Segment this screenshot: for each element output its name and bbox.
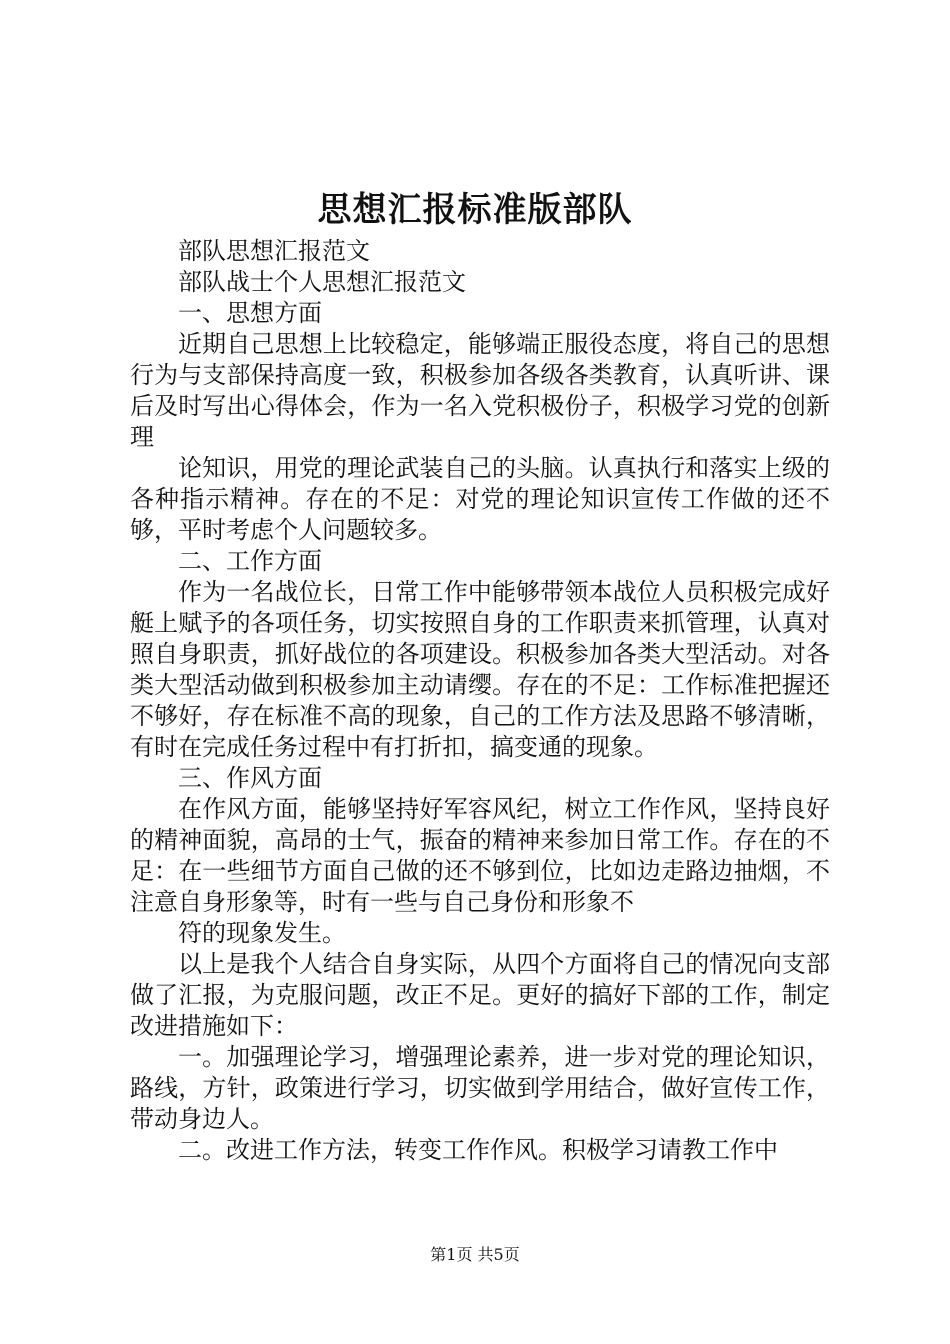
paragraph-summary: 以上是我个人结合自身实际，从四个方面将自己的情况向支部做了汇报，为克服问题，改正不足。更好的搞好下部的工作，制定改进措施如下： [130, 950, 830, 1040]
document-body [130, 236, 830, 1166]
section-heading-style: 三、作风方面 [178, 764, 322, 792]
page-footer: 第1页 共5页 [430, 1245, 520, 1264]
paragraph-heading-1: 部队思想汇报范文 [178, 237, 370, 265]
paragraph-style-1: 在作风方面，能够坚持好军容风纪，树立工作作风，坚持良好的精神面貌，高昂的士气，振奋的精神来参加日常工作。存在的不足：在一些细节方面自己做的还不够到位，比如边走路边抽烟，不注意自身形象等，时有一些与自己身份和形象不 [130, 795, 830, 916]
paragraph-heading-2: 部队战士个人思想汇报范文 [178, 268, 466, 296]
paragraph-thought-1: 近期自己思想上比较稳定，能够端正服役态度，将自己的思想行为与支部保持高度一致，积极参加各级各类教育，认真听讲、课后及时写出心得体会，作为一名入党积极份子，积极学习党的创新理 [130, 330, 830, 451]
paragraph-thought-2: 论知识，用党的理论武装自己的头脑。认真执行和落实上级的各种指示精神。存在的不足：对党的理论知识宣传工作做的还不够，平时考虑个人问题较多。 [130, 454, 830, 544]
paragraph-measure-2: 二。改进工作方法，转变工作作风。积极学习请教工作中 [178, 1136, 778, 1164]
section-heading-work: 二、工作方面 [178, 547, 322, 575]
paragraph-work: 作为一名战位长，日常工作中能够带领本战位人员积极完成好艇上赋予的各项任务，切实按照自身的工作职责来抓管理，认真对照自身职责，抓好战位的各项建设。积极参加各类大型活动。对各类大型活动做到积极参加主动请缨。存在的不足：工作标准把握还不够好，存在标准不高的现象，自己的工作方法及思路不够清晰，有时在完成任务过程中有打折扣，搞变通的现象。 [130, 578, 830, 761]
section-heading-thought: 一、思想方面 [178, 299, 322, 327]
document-title: 思想汇报标准版部队 [317, 190, 633, 230]
paragraph-measure-1: 一。加强理论学习，增强理论素养，进一步对党的理论知识，路线，方针，政策进行学习，切实做到学用结合，做好宣传工作，带动身边人。 [130, 1043, 830, 1133]
paragraph-style-2: 符的现象发生。 [178, 919, 346, 947]
